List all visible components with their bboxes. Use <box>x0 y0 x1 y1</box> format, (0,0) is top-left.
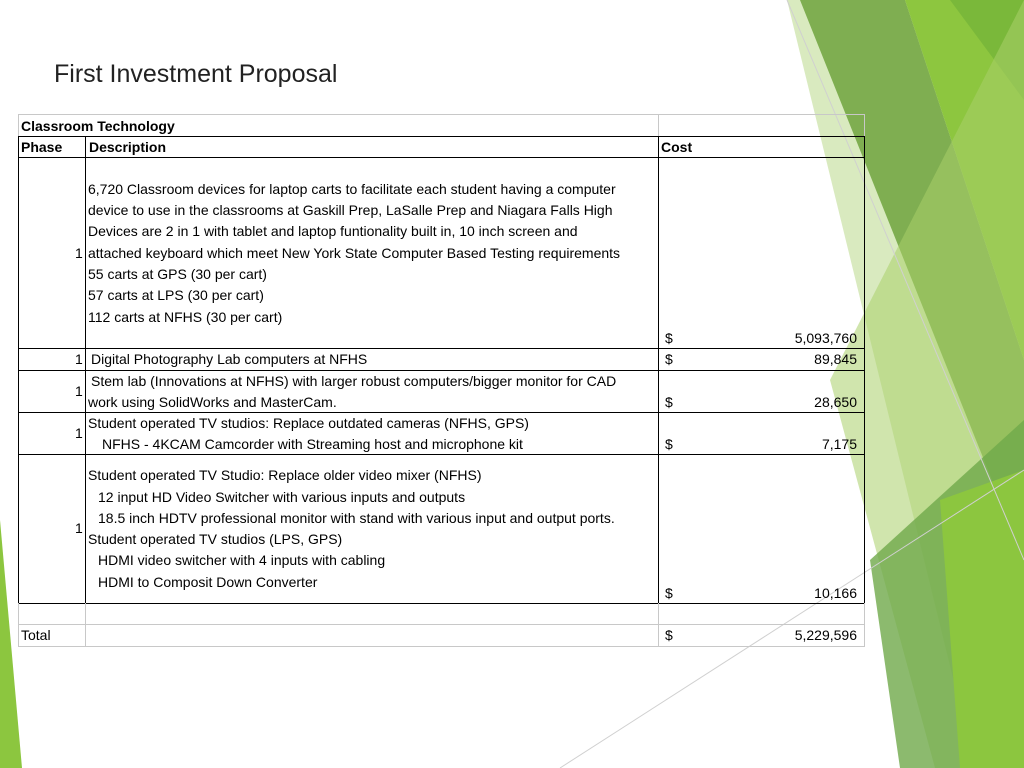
row-description-line: Digital Photography Lab computers at NFHS <box>91 351 368 367</box>
col-border <box>85 136 86 603</box>
currency-symbol: $ <box>665 627 673 643</box>
table-bottom-border <box>18 646 865 647</box>
header-cost: Cost <box>661 139 693 155</box>
currency-symbol: $ <box>665 585 673 601</box>
row-description-line: NFHS - 4KCAM Camcorder with Streaming host and microphone kit <box>102 436 523 452</box>
row-description-line: Devices are 2 in 1 with tablet and laptop funtionality built in, 10 inch screen and <box>88 223 578 239</box>
row-description-line: Student operated TV Studio: Replace older video mixer (NFHS) <box>88 467 482 483</box>
header-phase: Phase <box>21 139 63 155</box>
row-phase: 1 <box>75 245 83 261</box>
currency-symbol: $ <box>665 394 673 410</box>
header-description: Description <box>89 139 167 155</box>
row-description-line: Stem lab (Innovations at NFHS) with larger robust computers/bigger monitor for CAD <box>91 373 617 389</box>
row-description-line: 112 carts at NFHS (30 per cart) <box>88 309 283 325</box>
row-description-line: HDMI to Composit Down Converter <box>98 574 318 590</box>
row-cost: 28,650 <box>814 394 857 410</box>
row-description-line: 12 input HD Video Switcher with various inputs and outputs <box>98 489 466 505</box>
row-description-line: 57 carts at LPS (30 per cart) <box>88 287 264 303</box>
row-phase: 1 <box>75 383 83 399</box>
row-description-line: Student operated TV studios (LPS, GPS) <box>88 531 343 547</box>
currency-symbol: $ <box>665 351 673 367</box>
row-phase: 1 <box>75 425 83 441</box>
row-description-line: Student operated TV studios: Replace outdated cameras (NFHS, GPS) <box>88 415 529 431</box>
col-border <box>658 603 659 646</box>
row-description-line: 18.5 inch HDTV professional monitor with stand with various input and output ports. <box>98 510 615 526</box>
row-phase: 1 <box>75 351 83 367</box>
row-description-line: device to use in the classrooms at Gaskill Prep, LaSalle Prep and Niagara Falls High <box>88 202 613 218</box>
currency-symbol: $ <box>665 330 673 346</box>
col-border <box>864 603 865 646</box>
slide-title: First Investment Proposal <box>54 60 338 88</box>
row-description-line: work using SolidWorks and MasterCam. <box>88 394 337 410</box>
row-description-line: 6,720 Classroom devices for laptop carts to facilitate each student having a computer <box>88 181 616 197</box>
currency-symbol: $ <box>665 436 673 452</box>
col-border <box>658 136 659 603</box>
col-border <box>864 114 865 136</box>
section-title: Classroom Technology <box>21 118 175 134</box>
row-description-line: attached keyboard which meet New York State Computer Based Testing requirements <box>88 245 621 261</box>
col-border <box>864 136 865 603</box>
col-border <box>85 603 86 646</box>
row-phase: 1 <box>75 520 83 536</box>
col-border <box>658 114 659 136</box>
table-top-border <box>18 114 865 115</box>
col-border <box>18 114 19 136</box>
col-border <box>18 603 19 646</box>
row-description-line: 55 carts at GPS (30 per cart) <box>88 266 267 282</box>
row-cost: 5,093,760 <box>794 330 857 346</box>
row-cost: 7,175 <box>821 436 857 452</box>
total-cost: 5,229,596 <box>794 627 857 643</box>
row-description-line: HDMI video switcher with 4 inputs with cabling <box>98 552 386 568</box>
col-border <box>18 136 19 603</box>
row-cost: 89,845 <box>814 351 857 367</box>
row-cost: 10,166 <box>814 585 857 601</box>
total-label: Total <box>21 627 51 643</box>
